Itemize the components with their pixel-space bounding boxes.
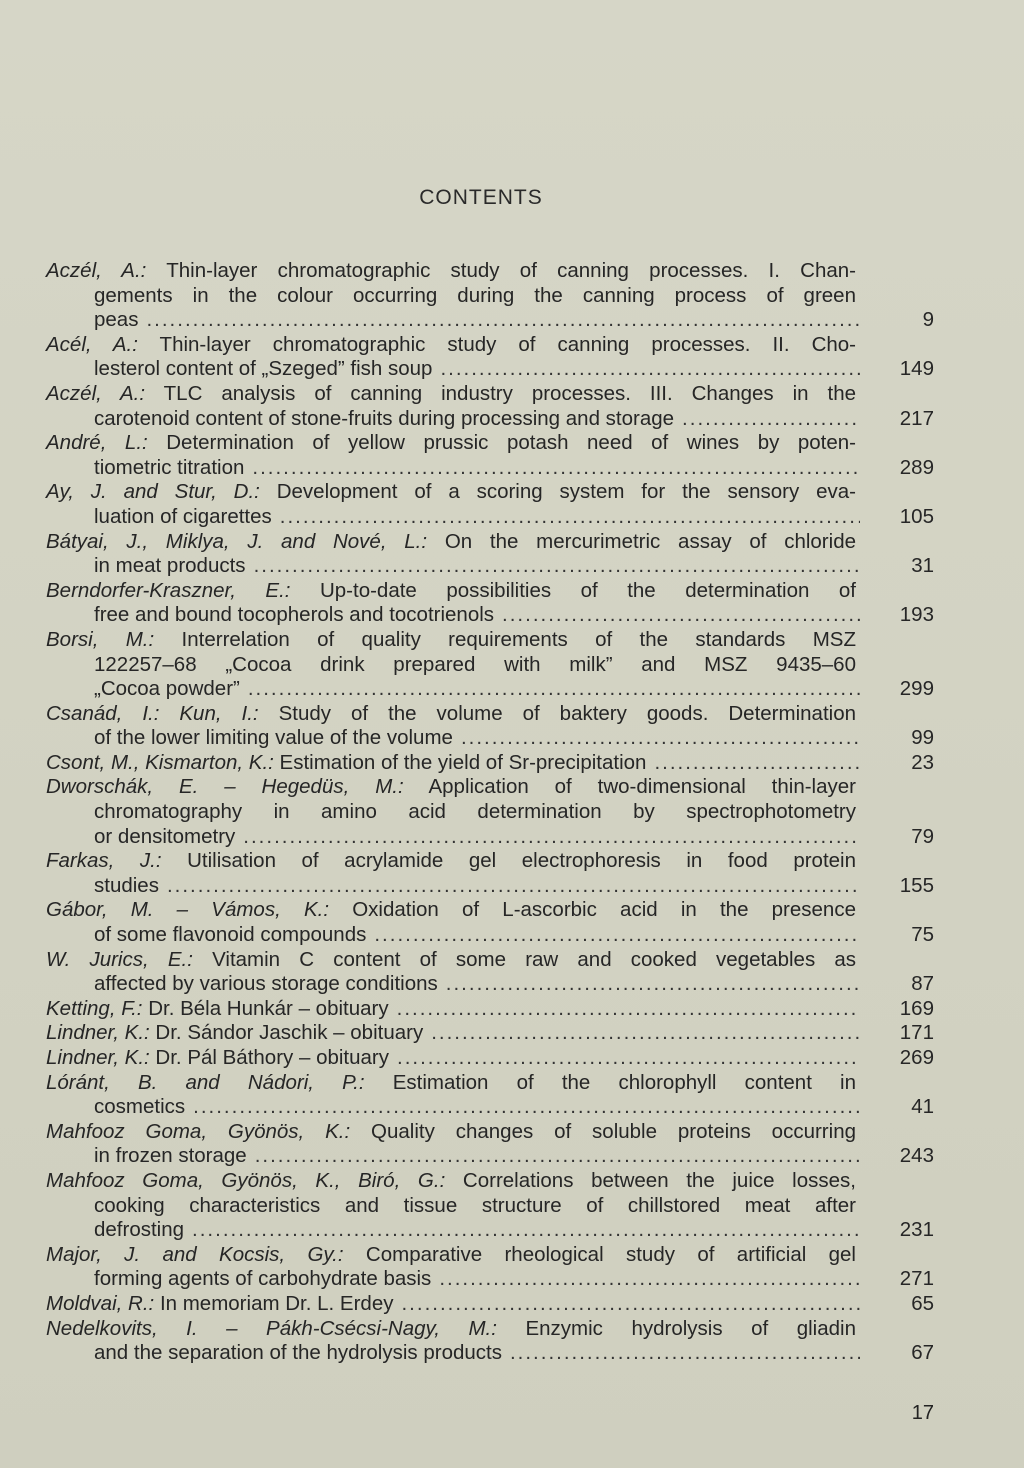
toc-entry — [46, 775, 934, 849]
entry-title-text: Interrelation of quality requirements of the standards MSZ — [181, 627, 856, 651]
entry-last-line — [46, 603, 934, 628]
entry-page-number: 105 — [899, 504, 934, 528]
entry-author: Aczél, A.: — [46, 381, 146, 405]
entry-last-line — [46, 554, 934, 579]
entry-last-line — [46, 874, 934, 899]
entry-author: Aczél, A.: — [46, 259, 147, 282]
entry-title-text: Thin-layer chromatographic study of canning processes. I. Chan- — [166, 259, 856, 282]
entry-page-number: 271 — [899, 1267, 934, 1291]
entry-title-text: Application of two-dimensional thin-layer — [428, 775, 856, 799]
entry-last-line — [46, 456, 934, 481]
entry-title-text: Thin-layer chromatographic study of canning processes. II. Cho- — [159, 332, 857, 356]
entry-page-number: 243 — [899, 1144, 934, 1168]
entry-title-text: cooking characteristics and tissue structure of chillstored meat after — [94, 1193, 856, 1217]
entry-author: Mahfooz Goma, Gyönös, K.: — [46, 1119, 351, 1143]
entry-title-line — [46, 333, 856, 358]
entry-title-text: gements in the colour occurring during the canning process of green — [94, 283, 856, 307]
entry-title-text: luation of cigarettes — [94, 504, 272, 528]
toc-entry — [46, 997, 934, 1022]
toc-entry — [46, 259, 934, 333]
entry-page-number: 67 — [911, 1341, 934, 1365]
entry-last-line — [46, 1267, 934, 1292]
entry-title-text: Dr. Pál Báthory – obituary — [155, 1046, 390, 1069]
entry-title-text: „Cocoa powder” — [94, 677, 240, 701]
page-number: 17 — [911, 1402, 934, 1424]
entry-title-text: forming agents of carbohydrate basis — [94, 1267, 432, 1291]
entry-last-line — [46, 1021, 934, 1046]
toc-entry — [46, 1021, 934, 1046]
entry-title-text: lesterol content of „Szeged” fish soup — [94, 357, 433, 381]
entry-last-line — [46, 1218, 934, 1243]
entry-title-text: studies — [94, 873, 159, 897]
entry-title-line — [46, 849, 856, 874]
entry-title-text: carotenoid content of stone-fruits during processing and storage — [94, 406, 675, 430]
toc-entry — [46, 579, 934, 628]
entry-title-line — [46, 775, 856, 800]
entry-author: Ay, J. and Stur, D.: — [46, 480, 260, 504]
entry-page-number: 65 — [911, 1291, 934, 1315]
toc-entry — [46, 480, 934, 529]
entry-author: Bátyai, J., Miklya, J. and Nové, L.: — [46, 529, 428, 553]
entry-page-number: 217 — [899, 406, 934, 430]
leader-dots — [431, 1021, 860, 1046]
toc-entry — [46, 431, 934, 480]
entry-page-number: 269 — [899, 1046, 934, 1069]
leader-dots — [255, 1144, 860, 1169]
toc-entry — [46, 1120, 934, 1169]
entry-title-text: In memoriam Dr. L. Erdey — [159, 1291, 394, 1315]
leader-dots — [146, 308, 860, 333]
entry-title-text: Vitamin C content of some raw and cooked vegetables as — [212, 947, 857, 971]
leader-dots — [243, 825, 860, 850]
entry-title-text: tiometric titration — [94, 455, 245, 479]
entry-title-line — [46, 259, 856, 284]
entry-page-number: 9 — [922, 308, 934, 332]
toc-entry — [46, 530, 934, 579]
entry-line-text — [46, 751, 646, 776]
entry-title-line — [46, 530, 856, 555]
entry-last-line — [46, 1095, 934, 1120]
entry-author: Ketting, F.: — [46, 996, 143, 1020]
entry-title-line — [46, 382, 856, 407]
leader-dots — [446, 972, 860, 997]
entry-title-line — [46, 431, 856, 456]
leader-dots — [192, 1218, 860, 1243]
toc-entry — [46, 382, 934, 431]
entry-title-line — [46, 702, 856, 727]
entry-last-line — [46, 1046, 934, 1071]
entry-page-number: 87 — [911, 972, 934, 996]
entry-title-text: in meat products — [94, 554, 246, 578]
entry-last-line — [46, 825, 934, 850]
toc-entry — [46, 948, 934, 997]
entry-line-text — [46, 997, 389, 1022]
entry-page-number: 231 — [899, 1218, 934, 1242]
entry-title-line — [46, 1169, 856, 1194]
entry-title-line — [46, 1194, 856, 1219]
entry-title-text: of some flavonoid compounds — [94, 923, 367, 947]
entry-title-text: Utilisation of acrylamide gel electrophoresis in food protein — [187, 849, 856, 873]
leader-dots — [193, 1095, 860, 1120]
entry-title-line — [46, 1071, 856, 1096]
entry-title-text: of the lower limiting value of the volume — [94, 726, 453, 750]
entry-page-number: 149 — [899, 357, 934, 381]
entry-title-line — [46, 653, 856, 678]
entry-last-line — [46, 1144, 934, 1169]
entry-title-text: Estimation of the chlorophyll content in — [392, 1070, 857, 1094]
entry-last-line — [46, 357, 934, 382]
toc-entry — [46, 751, 934, 776]
entry-title-text: Enzymic hydrolysis of gliadin — [525, 1316, 856, 1340]
entry-author: Borsi, M.: — [46, 627, 155, 651]
toc-entry — [46, 1169, 934, 1243]
entry-title-line — [46, 1317, 856, 1342]
entry-title-text: Correlations between the juice losses, — [462, 1168, 856, 1192]
entry-title-text: free and bound tocopherols and tocotrienols — [94, 603, 495, 627]
entry-title-text: defrosting — [94, 1218, 185, 1242]
entry-title-text: chromatography in amino acid determination by spectrophotometry — [94, 800, 856, 824]
entry-title-text: peas — [94, 308, 139, 332]
leader-dots — [440, 357, 860, 382]
leader-dots — [167, 874, 860, 899]
entry-title-text: Comparative rheological study of artificial gel — [365, 1242, 856, 1266]
entry-title-text: affected by various storage conditions — [94, 972, 438, 996]
leader-dots — [461, 726, 860, 751]
entry-title-text: Oxidation of L-ascorbic acid in the presence — [352, 898, 856, 922]
entry-last-line — [46, 407, 934, 432]
leader-dots — [374, 923, 860, 948]
entry-author: Farkas, J.: — [46, 849, 162, 873]
leader-dots — [401, 1292, 860, 1317]
entry-last-line — [46, 972, 934, 997]
toc-entry — [46, 333, 934, 382]
entry-title-line — [46, 948, 856, 973]
entry-last-line — [46, 1341, 934, 1366]
leader-dots — [397, 997, 860, 1022]
entry-author: Gábor, M. – Vámos, K.: — [46, 898, 330, 922]
leader-dots — [397, 1046, 860, 1071]
entry-author: Dworschák, E. – Hegedüs, M.: — [46, 775, 404, 799]
entry-title-text: Estimation of the yield of Sr-precipitation — [279, 750, 647, 774]
entry-title-line — [46, 284, 856, 309]
entry-title-text: or densitometry — [94, 824, 236, 848]
entry-title-text: TLC analysis of canning industry processes. III. Changes in the — [163, 381, 857, 405]
leader-dots — [248, 677, 860, 702]
toc-entry — [46, 1292, 934, 1317]
toc-entry — [46, 1046, 934, 1071]
entry-page-number: 299 — [899, 677, 934, 701]
table-of-contents — [46, 259, 934, 1366]
entry-title-text: in frozen storage — [94, 1144, 247, 1168]
entry-last-line — [46, 308, 934, 333]
entry-page-number: 75 — [911, 923, 934, 947]
page-title: CONTENTS — [419, 186, 543, 209]
entry-page-number: 169 — [899, 996, 934, 1020]
entry-last-line — [46, 726, 934, 751]
leader-dots — [682, 407, 860, 432]
entry-page-number: 193 — [899, 603, 934, 627]
entry-title-text: On the mercurimetric assay of chloride — [444, 529, 856, 553]
entry-title-line — [46, 579, 856, 604]
toc-entry — [46, 1243, 934, 1292]
toc-entry — [46, 1317, 934, 1366]
entry-title-text: Dr. Sándor Jaschik – obituary — [155, 1021, 424, 1045]
leader-dots — [654, 751, 860, 776]
entry-title-text: Dr. Béla Hunkár – obituary — [148, 996, 389, 1020]
entry-last-line — [46, 677, 934, 702]
entry-author: Nedelkovits, I. – Pákh-Csécsi-Nagy, M.: — [46, 1316, 497, 1340]
entry-title-line — [46, 800, 856, 825]
entry-line-text — [46, 1292, 393, 1317]
toc-entry — [46, 628, 934, 702]
entry-author: Acél, A.: — [46, 332, 138, 356]
entry-page-number: 41 — [911, 1095, 934, 1119]
entry-author: Csont, M., Kismarton, K.: — [46, 750, 274, 774]
entry-page-number: 289 — [899, 455, 934, 479]
entry-author: Major, J. and Kocsis, Gy.: — [46, 1242, 344, 1266]
entry-last-line — [46, 751, 934, 776]
toc-entry — [46, 1071, 934, 1120]
entry-title-line — [46, 480, 856, 505]
entry-page-number: 99 — [911, 726, 934, 750]
leader-dots — [502, 603, 860, 628]
entry-author: Lindner, K.: — [46, 1021, 150, 1045]
entry-page-number: 31 — [911, 554, 934, 578]
entry-last-line — [46, 997, 934, 1022]
leader-dots — [510, 1341, 860, 1366]
entry-author: Lóránt, B. and Nádori, P.: — [46, 1070, 365, 1094]
entry-page-number: 23 — [911, 750, 934, 774]
entry-page-number: 171 — [899, 1021, 934, 1045]
entry-title-text: cosmetics — [94, 1095, 186, 1119]
leader-dots — [252, 456, 860, 481]
entry-author: W. Jurics, E.: — [46, 947, 193, 971]
entry-line-text — [46, 1046, 389, 1071]
entry-line-text — [46, 1021, 423, 1046]
entry-author: André, L.: — [46, 431, 148, 455]
leader-dots — [280, 505, 860, 530]
entry-title-text: Determination of yellow prussic potash need of wines by poten- — [166, 431, 857, 455]
leader-dots — [439, 1267, 860, 1292]
entry-title-line — [46, 898, 856, 923]
entry-title-text: Development of a scoring system for the sensory eva- — [276, 480, 856, 504]
entry-page-number: 79 — [911, 824, 934, 848]
entry-title-line — [46, 628, 856, 653]
entry-title-text: Study of the volume of baktery goods. Determination — [278, 701, 856, 725]
toc-entry — [46, 702, 934, 751]
entry-author: Berndorfer-Kraszner, E.: — [46, 578, 291, 602]
entry-author: Moldvai, R.: — [46, 1291, 155, 1315]
entry-last-line — [46, 505, 934, 530]
entry-title-text: Up-to-date possibilities of the determination of — [319, 578, 856, 602]
toc-entry — [46, 898, 934, 947]
entry-title-line — [46, 1120, 856, 1145]
entry-title-text: and the separation of the hydrolysis products — [94, 1341, 502, 1365]
toc-entry — [46, 849, 934, 898]
entry-author: Csanád, I.: Kun, I.: — [46, 701, 259, 725]
entry-title-text: 122257–68 „Cocoa drink prepared with milk” and MSZ 9435–60 — [94, 652, 856, 676]
entry-title-text: Quality changes of soluble proteins occurring — [371, 1119, 856, 1143]
entry-page-number: 155 — [899, 873, 934, 897]
entry-last-line — [46, 1292, 934, 1317]
leader-dots — [254, 554, 860, 579]
entry-last-line — [46, 923, 934, 948]
entry-author: Lindner, K.: — [46, 1046, 150, 1069]
entry-title-line — [46, 1243, 856, 1268]
entry-author: Mahfooz Goma, Gyönös, K., Biró, G.: — [46, 1168, 446, 1192]
